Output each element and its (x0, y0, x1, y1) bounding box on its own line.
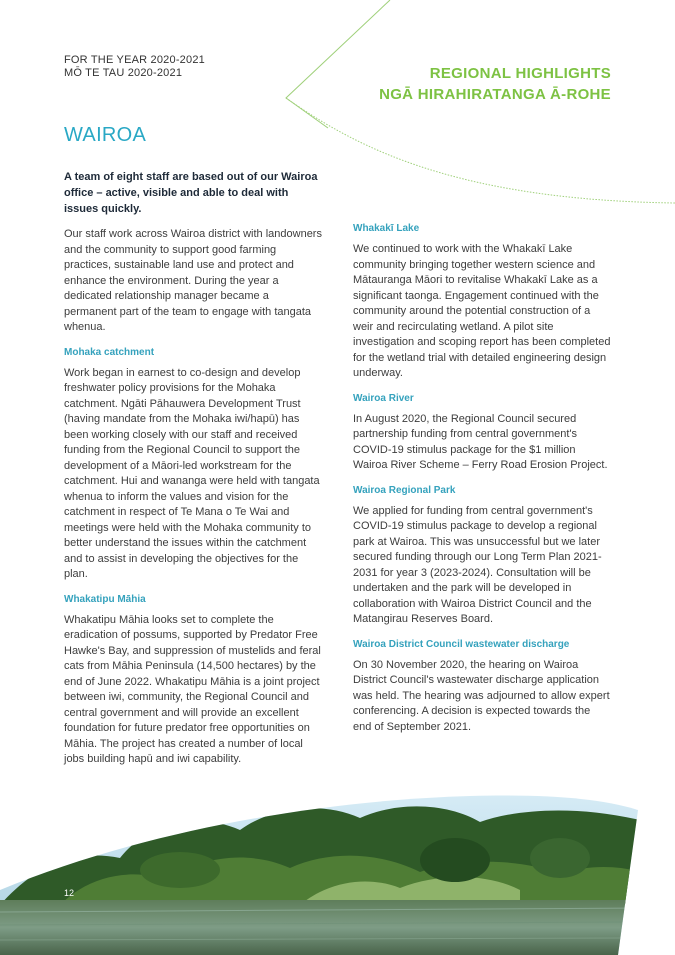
river-photo (0, 790, 675, 955)
section-heading-mohaka: Mohaka catchment (64, 346, 155, 358)
page-number: 12 (64, 888, 75, 898)
year-line-english: FOR THE YEAR 2020-2021 (64, 54, 205, 66)
left-column (64, 169, 322, 778)
section-title-english: REGIONAL HIGHLIGHTS (429, 65, 611, 82)
section-body-whakatipu-mahia: Whakatipu Māhia looks set to complete the eradication of possums, supported by Predator Free Hawke's Bay, and suppression of mustelids and feral cats from Māhia Peninsula (14,500 hectares) by the end of June 2022. Whakatipu Māhia is a joint project between iwi, community, the Regional Council and central government and will provide an excellent foundation for future predator free opportunities on Māhia. The project has created a number of local jobs building hapū and iwi capability. (64, 613, 321, 765)
section-heading-whakaki-lake: Whakakī Lake (353, 223, 420, 234)
section-body-whakaki-lake: We continued to work with the Whakakī Lake community bringing together western science and Mātauranga Māori to revitalise Whakakī Lake as a significant taonga. Engagement continued with the community around the potential construction of a weir and recirculating wetland. A pilot site investigation and scoping report has been completed for the wetland trial with detailed engineering design underway. (353, 243, 611, 379)
lead-paragraph: A team of eight staff are based out of our Wairoa office – active, visible and able to deal with issues quickly. (64, 171, 318, 215)
section-body-wairoa-regional-park: We applied for funding from central government's COVID-19 stimulus package to develop a regional park at Wairoa. This was unsuccessful but we later secured funding through our Long Term Plan 2021-2031 for year 3 (2023-2024). Consultation will be undertaken and the park will be developed in collaboration with Wairoa District Council and the Matangirau Reserves Board. (353, 504, 602, 625)
section-heading-wairoa-regional-park: Wairoa Regional Park (353, 484, 456, 496)
year-line-maori: MŌ TE TAU 2020-2021 (64, 67, 183, 79)
section-title (379, 63, 611, 105)
section-body-mohaka: Work began in earnest to co-design and develop freshwater policy provisions for the Mohaka catchment. Ngāti Pāhauwera Development Trust (having mandate from the Mohaka iwi/hapū) has been working closely with our staff and received funding from the Regional Council to support the development of a Māori-led workstream for the catchment. Hui and wananga were held with tangata whenua to inform the values and vision for the catchment in respect of Te Mana o Te Wai and meetings were held with the Mohaka community to better understand the issues within the catchment and to assist in developing the objectives for the plan. (64, 366, 320, 580)
section-heading-whakatipu-mahia: Whakatipu Māhia (64, 593, 146, 605)
section-heading-wastewater-discharge: Wairoa District Council wastewater discharge (353, 638, 570, 650)
right-column (353, 222, 611, 745)
year-label (64, 54, 205, 80)
header-sweep-curve (286, 98, 675, 203)
intro-paragraph: Our staff work across Wairoa district with landowners and the community to support good farming practices, sustainable land use and protect and enhance the environment. During the year a dedicated relationship manager became a permanent part of the team to engage with tangata whenua. (64, 228, 322, 333)
page-title: WAIROA (64, 124, 147, 146)
section-title-maori: NGĀ HIRAHIRATANGA Ā-ROHE (379, 86, 611, 103)
section-body-wairoa-river: In August 2020, the Regional Council secured partnership funding from central government's COVID-19 stimulus package for the $1 million Wairoa River Scheme – Ferry Road Erosion Project. (353, 412, 608, 471)
section-body-wastewater-discharge: On 30 November 2020, the hearing on Wairoa District Council's wastewater discharge application was held. The hearing was adjourned to allow expert conferencing. A decision is expected towards the end of September 2021. (353, 658, 610, 733)
section-heading-wairoa-river: Wairoa River (353, 392, 414, 404)
